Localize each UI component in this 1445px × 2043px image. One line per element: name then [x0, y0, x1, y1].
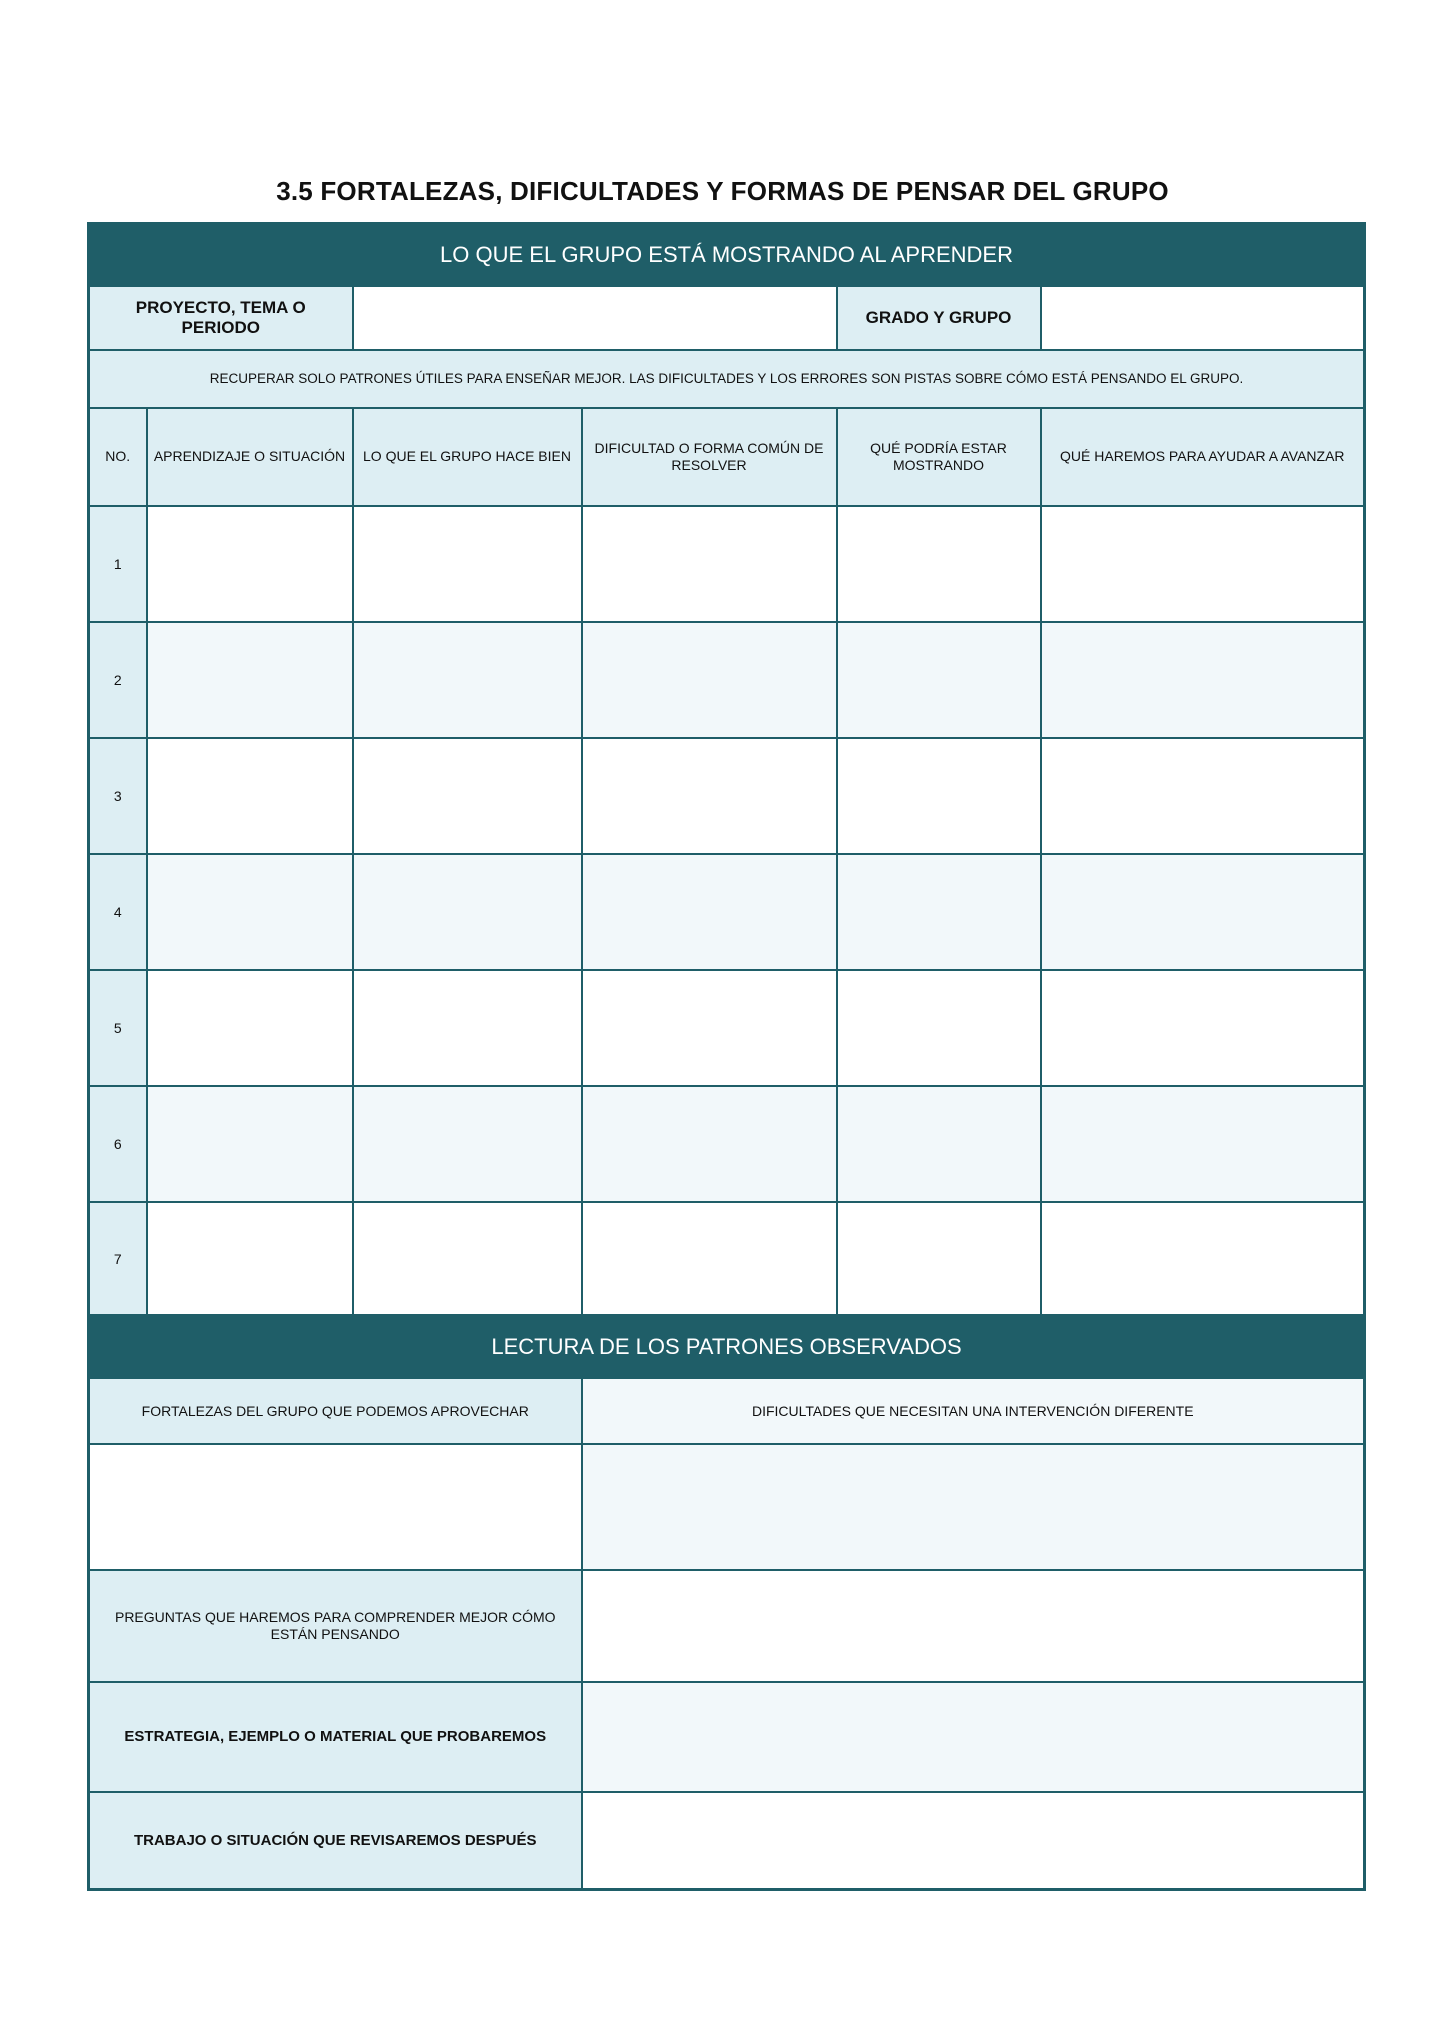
cell-difficulty[interactable] — [582, 622, 837, 738]
cell-showing[interactable] — [837, 854, 1041, 970]
strategy-label: ESTRATEGIA, EJEMPLO O MATERIAL QUE PROBAREMOS — [89, 1682, 582, 1792]
review-field[interactable] — [582, 1792, 1365, 1890]
cell-does-well[interactable] — [353, 1202, 582, 1318]
col-header-showing: QUÉ PODRÍA ESTAR MOSTRANDO — [837, 408, 1041, 506]
section-band-learning: LO QUE EL GRUPO ESTÁ MOSTRANDO AL APRENDER — [89, 224, 1365, 286]
difficulties-field[interactable] — [582, 1444, 1365, 1570]
cell-help[interactable] — [1041, 1202, 1365, 1318]
cell-does-well[interactable] — [353, 622, 582, 738]
table-row — [89, 1086, 1365, 1202]
table-row — [89, 622, 1365, 738]
cell-help[interactable] — [1041, 738, 1365, 854]
row-number: 1 — [89, 506, 147, 622]
cell-does-well[interactable] — [353, 1086, 582, 1202]
cell-does-well[interactable] — [353, 970, 582, 1086]
cell-does-well[interactable] — [353, 506, 582, 622]
cell-learning[interactable] — [147, 1202, 353, 1318]
row-number: 7 — [89, 1202, 147, 1318]
strengths-label: FORTALEZAS DEL GRUPO QUE PODEMOS APROVECHAR — [89, 1378, 582, 1444]
row-number: 5 — [89, 970, 147, 1086]
cell-showing[interactable] — [837, 970, 1041, 1086]
instruction-note: RECUPERAR SOLO PATRONES ÚTILES PARA ENSEÑAR MEJOR. LAS DIFICULTADES Y LOS ERRORES SON PISTAS SOBRE CÓMO ESTÁ PENSANDO EL GRUPO. — [89, 350, 1365, 408]
row-number: 3 — [89, 738, 147, 854]
cell-difficulty[interactable] — [582, 738, 837, 854]
cell-showing[interactable] — [837, 622, 1041, 738]
table-row — [89, 1202, 1365, 1318]
cell-learning[interactable] — [147, 738, 353, 854]
cell-showing[interactable] — [837, 1086, 1041, 1202]
cell-difficulty[interactable] — [582, 854, 837, 970]
col-header-does-well: LO QUE EL GRUPO HACE BIEN — [353, 408, 582, 506]
cell-learning[interactable] — [147, 970, 353, 1086]
questions-field[interactable] — [582, 1570, 1365, 1682]
cell-help[interactable] — [1041, 506, 1365, 622]
col-header-help: QUÉ HAREMOS PARA AYUDAR A AVANZAR — [1041, 408, 1365, 506]
cell-showing[interactable] — [837, 738, 1041, 854]
col-header-difficulty: DIFICULTAD O FORMA COMÚN DE RESOLVER — [582, 408, 837, 506]
cell-learning[interactable] — [147, 506, 353, 622]
review-label: TRABAJO O SITUACIÓN QUE REVISAREMOS DESPUÉS — [89, 1792, 582, 1890]
cell-help[interactable] — [1041, 854, 1365, 970]
questions-label: PREGUNTAS QUE HAREMOS PARA COMPRENDER MEJOR CÓMO ESTÁN PENSANDO — [89, 1570, 582, 1682]
col-header-no: NO. — [89, 408, 147, 506]
cell-showing[interactable] — [837, 1202, 1041, 1318]
table-row — [89, 506, 1365, 622]
cell-difficulty[interactable] — [582, 506, 837, 622]
row-number: 2 — [89, 622, 147, 738]
table-row — [89, 854, 1365, 970]
strengths-field[interactable] — [89, 1444, 582, 1570]
cell-showing[interactable] — [837, 506, 1041, 622]
cell-difficulty[interactable] — [582, 1086, 837, 1202]
cell-help[interactable] — [1041, 970, 1365, 1086]
cell-help[interactable] — [1041, 1086, 1365, 1202]
table-row — [89, 970, 1365, 1086]
grade-label: GRADO Y GRUPO — [837, 286, 1041, 350]
cell-difficulty[interactable] — [582, 970, 837, 1086]
cell-learning[interactable] — [147, 1086, 353, 1202]
section-band-reading: LECTURA DE LOS PATRONES OBSERVADOS — [89, 1316, 1365, 1378]
grade-field[interactable] — [1041, 286, 1365, 350]
cell-does-well[interactable] — [353, 738, 582, 854]
page-title: 3.5 FORTALEZAS, DIFICULTADES Y FORMAS DE PENSAR DEL GRUPO — [276, 176, 1169, 206]
project-label: PROYECTO, TEMA O PERIODO — [89, 286, 353, 350]
cell-learning[interactable] — [147, 854, 353, 970]
cell-help[interactable] — [1041, 622, 1365, 738]
strategy-field[interactable] — [582, 1682, 1365, 1792]
cell-does-well[interactable] — [353, 854, 582, 970]
cell-difficulty[interactable] — [582, 1202, 837, 1318]
patterns-reading-table — [87, 1314, 1366, 1891]
table-row — [89, 738, 1365, 854]
cell-learning[interactable] — [147, 622, 353, 738]
col-header-learning: APRENDIZAJE O SITUACIÓN — [147, 408, 353, 506]
project-field[interactable] — [353, 286, 837, 350]
row-number: 6 — [89, 1086, 147, 1202]
patterns-table — [87, 222, 1366, 1319]
row-number: 4 — [89, 854, 147, 970]
difficulties-label: DIFICULTADES QUE NECESITAN UNA INTERVENCIÓN DIFERENTE — [582, 1378, 1365, 1444]
